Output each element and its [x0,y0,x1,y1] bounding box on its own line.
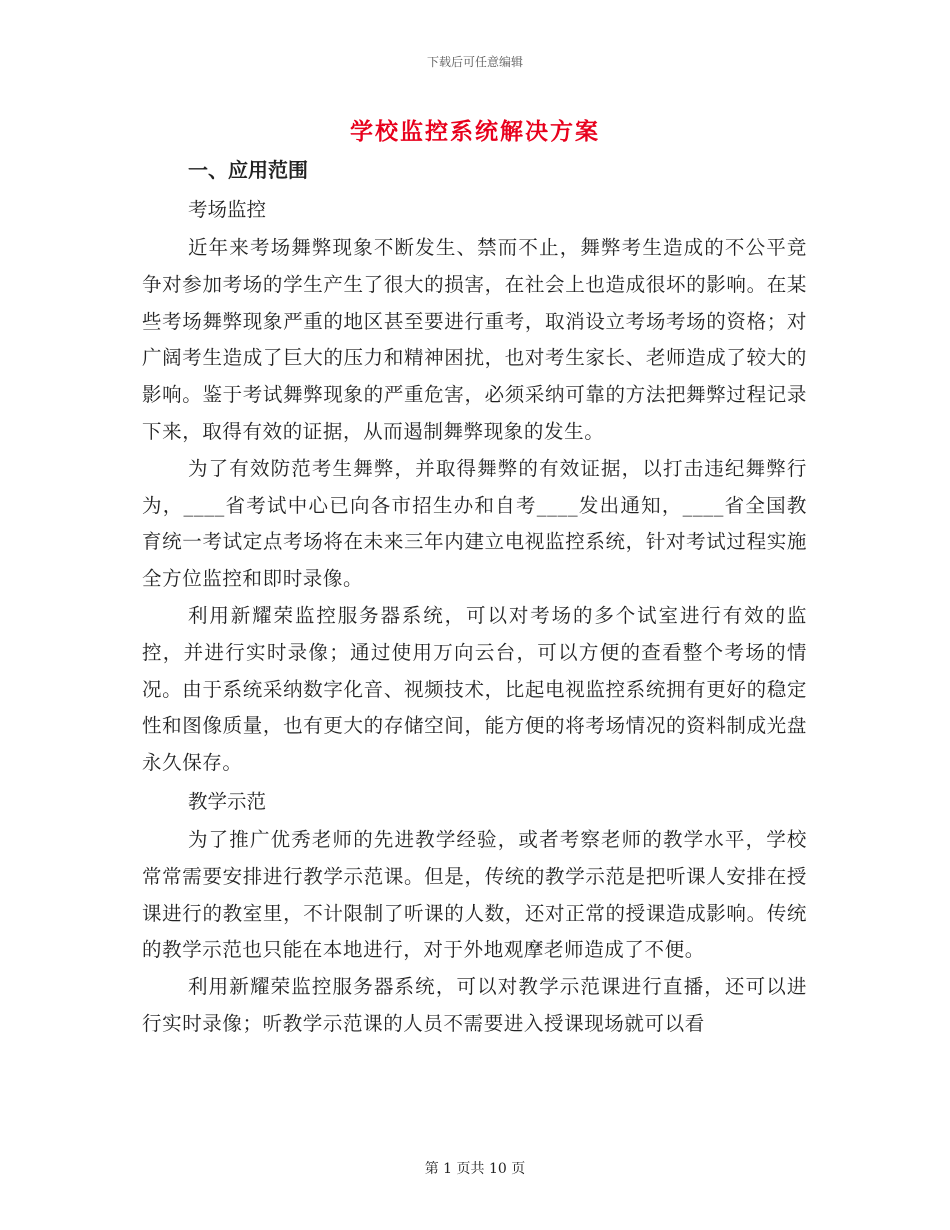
subheading-teaching-demo: 教学示范 [188,789,267,813]
section-heading: 一、应用范围 [188,158,308,182]
subheading-exam-monitoring: 考场监控 [188,198,267,221]
paragraph: 为了推广优秀老师的先进教学经验，或者考察老师的教学水平，学校常常需要安排进行教学示范课。但是，传统的教学示范是把听课人安排在授课进行的教室里，不计限制了听课的人数，还对正常的授课造成影响。传统的教学示范也只能在本地进行，对于外地观摩老师造成了不便。 [142,827,807,962]
page-footer: 第 1 页共 10 页 [424,1161,526,1177]
paragraph: 为了有效防范考生舞弊，并取得舞弊的有效证据，以打击违纪舞弊行为，____省考试中心已向各市招生办和自考____发出通知，____省全国教育统一考试定点考场将在未来三年内建立电视监控系统，针对考试过程实施全方位监控和即时录像。 [142,456,807,591]
page-header: 下载后可任意编辑 [426,55,523,69]
document-title: 学校监控系统解决方案 [350,119,600,145]
paragraph: 利用新耀荣监控服务器系统，可以对教学示范课进行直播，还可以进行实时录像；听教学示范课的人员不需要进入授课现场就可以看 [142,975,807,1035]
document-body [142,150,807,1043]
paragraph: 近年来考场舞弊现象不断发生、禁而不止，舞弊考生造成的不公平竞争对参加考场的学生产生了很大的损害，在社会上也造成很坏的影响。在某些考场舞弊现象严重的地区甚至要进行重考，取消设立考场考场的资格；对广阔考生造成了巨大的压力和精神困扰，也对考生家长、老师造成了较大的影响。鉴于考试舞弊现象的严重危害，必须采纳可靠的方法把舞弊过程记录下来，取得有效的证据，从而遏制舞弊现象的发生。 [142,236,807,443]
paragraph: 利用新耀荣监控服务器系统，可以对考场的多个试室进行有效的监控，并进行实时录像；通过使用万向云台，可以方便的查看整个考场的情况。由于系统采纳数字化音、视频技术，比起电视监控系统拥有更好的稳定性和图像质量，也有更大的存储空间，能方便的将考场情况的资料制成光盘永久保存。 [142,603,807,775]
